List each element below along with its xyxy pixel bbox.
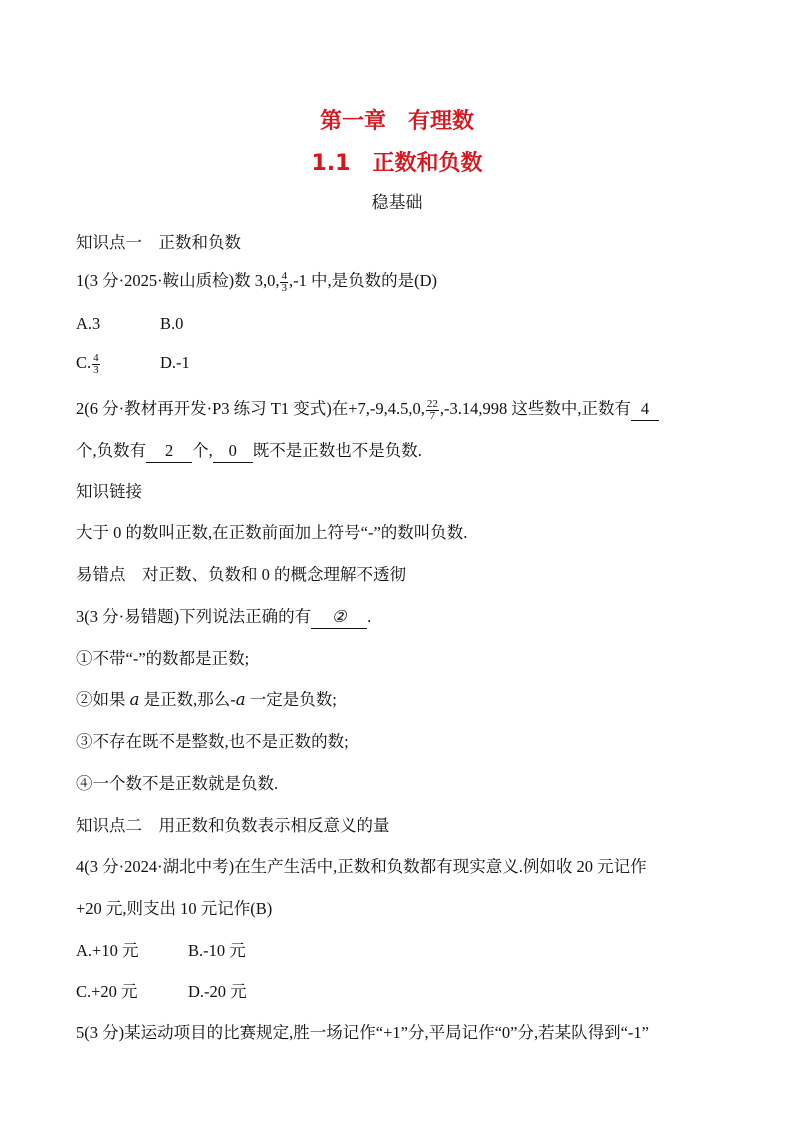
q2-text-b: 个, [192,441,213,460]
q1-prefix: 1(3 分·2025·鞍山质检)数 3,0, [76,271,280,290]
q1-option-b: B.0 [160,314,184,333]
q3-s2-var: a [129,690,140,709]
question-4-line-1: 4(3 分·2024·湖北中考)在生产生活中,正数和负数都有现实意义.例如收 20 元记作 [76,857,647,876]
q4-options-row-2 [76,981,247,1003]
q3-suffix: . [367,607,372,626]
q3-answer: ② [311,606,367,629]
q1-frac-num: 4 [281,269,287,282]
question-2-line-2 [76,440,422,463]
q1-option-c-num: 4 [93,351,99,364]
question-5-line-1: 5(3 分)某运动项目的比赛规定,胜一场记作“+1”分,平局记作“0”分,若某队得到“-1” [76,1023,649,1042]
q1-option-c-label: C. [76,353,92,372]
q3-statement-1: ①不带“-”的数都是正数; [76,649,250,668]
q4-option-c: C.+20 元 [76,982,138,1001]
knowledge-link-title: 知识链接 [76,482,142,501]
q4-option-d: D.-20 元 [188,982,247,1001]
q1-option-d: D.-1 [160,353,190,372]
knowledge-point-1: 知识点一 正数和负数 [76,233,241,252]
section-name: 正数和负数 [372,151,483,176]
q2-answer-positive: 4 [631,398,659,421]
q1-fraction [280,271,288,294]
question-1 [76,270,437,294]
knowledge-point-2: 知识点二 用正数和负数表示相反意义的量 [76,816,390,835]
error-point-title: 易错点 对正数、负数和 0 的概念理解不透彻 [76,565,406,584]
q4-option-b: B.-10 元 [188,941,246,960]
q4-option-a: A.+10 元 [76,941,139,960]
q2-answer-neither: 0 [213,440,253,463]
q1-options-row-2 [76,352,190,376]
q1-frac-den: 3 [281,281,287,294]
q2-fraction [426,399,439,422]
q2-text-c: 既不是正数也不是负数. [252,441,422,460]
section-number: 1.1 [311,151,351,176]
q3-s2-c: 一定是负数; [245,690,337,709]
question-3 [76,606,371,629]
knowledge-link-text: 大于 0 的数叫正数,在正数前面加上符号“-”的数叫负数. [76,523,468,542]
q2-prefix: 2(6 分·教材再开发·P3 练习 T1 变式)在+7,-9,4.5,0, [76,399,425,418]
question-4-line-2: +20 元,则支出 10 元记作(B) [76,899,273,918]
q1-option-a: A.3 [76,314,101,333]
question-2-line-1 [76,398,659,422]
level-subtitle: 稳基础 [371,193,423,212]
q1-option-c-fraction [92,353,100,376]
q3-statement-3: ③不存在既不是整数,也不是正数的数; [76,732,349,751]
q1-option-c-den: 3 [93,363,99,376]
section-title [0,146,794,177]
q2-text-a: 个,负数有 [76,441,147,460]
q2-answer-negative: 2 [146,440,192,463]
q3-s2-b: 是正数,那么- [139,690,236,709]
q1-options-row-1 [76,313,183,335]
q2-suffix: ,-3.14,998 这些数中,正数有 [439,399,632,418]
q1-option-c [76,352,160,376]
q2-frac-num: 22 [426,397,438,410]
q4-options-row-1 [76,940,246,962]
q3-statement-4: ④一个数不是正数就是负数. [76,774,279,793]
q2-frac-den: 7 [429,409,436,422]
q3-prefix: 3(3 分·易错题)下列说法正确的有 [76,607,312,626]
q3-s2-a: ②如果 [76,690,130,709]
chapter-title: 第一章 有理数 [319,109,474,134]
q3-s2-var2: a [235,690,246,709]
q3-statement-2 [76,689,337,711]
q1-suffix: ,-1 中,是负数的是(D) [288,271,438,290]
